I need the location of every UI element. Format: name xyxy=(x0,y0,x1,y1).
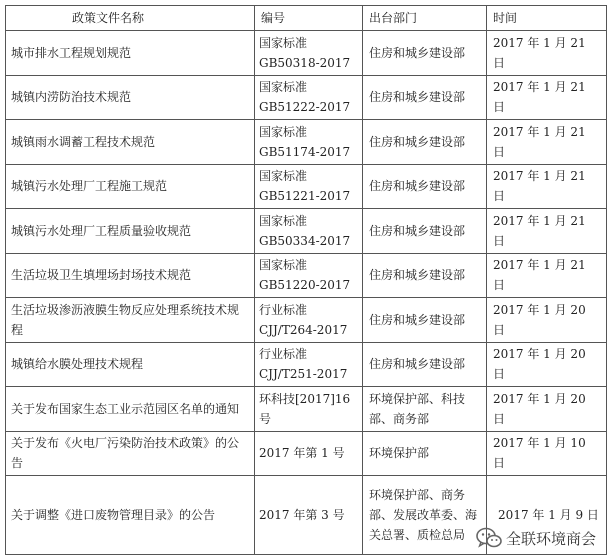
table-row xyxy=(6,120,607,165)
code-cell xyxy=(255,342,363,387)
date-cell: 2017 年 1 月 21 日 xyxy=(487,75,607,120)
policy-name-cell: 城市排水工程规划规范 xyxy=(6,31,255,76)
code-cell xyxy=(255,209,363,254)
department-cell: 住房和城乡建设部 xyxy=(363,209,487,254)
department-cell: 住房和城乡建设部 xyxy=(363,253,487,298)
date-cell: 2017 年 1 月 21 日 xyxy=(487,164,607,209)
header-code: 编号 xyxy=(255,6,363,31)
policy-name-cell: 生活垃圾渗沥液膜生物反应处理系统技术规程 xyxy=(6,298,255,343)
policy-name-cell: 城镇雨水调蓄工程技术规范 xyxy=(6,120,255,165)
code-cell xyxy=(255,298,363,343)
code-number: GB51174-2017 xyxy=(259,144,351,159)
code-cell xyxy=(255,75,363,120)
table-row xyxy=(6,298,607,343)
date-cell: 2017 年 1 月 21 日 xyxy=(487,209,607,254)
date-cell: 2017 年 1 月 10 日 xyxy=(487,431,607,476)
department-cell: 环境保护部、商务部、发展改革委、海关总署、质检总局 xyxy=(363,476,487,555)
department-cell: 住房和城乡建设部 xyxy=(363,120,487,165)
watermark xyxy=(476,525,612,551)
watermark-text: 全联环境商会 xyxy=(506,529,597,548)
code-type: 国家标准 xyxy=(259,169,308,184)
date-cell: 2017 年 1 月 20 日 xyxy=(487,298,607,343)
table-row xyxy=(6,253,607,298)
policy-name-cell: 生活垃圾卫生填埋场封场技术规范 xyxy=(6,253,255,298)
department-cell: 环境保护部、科技部、商务部 xyxy=(363,387,487,432)
code-type: 国家标准 xyxy=(259,258,308,273)
code-cell xyxy=(255,31,363,76)
policy-name-cell: 关于发布国家生态工业示范园区名单的通知 xyxy=(6,387,255,432)
policy-name-cell: 城镇给水膜处理技术规程 xyxy=(6,342,255,387)
code-cell xyxy=(255,164,363,209)
policy-name-cell: 城镇污水处理厂工程施工规范 xyxy=(6,164,255,209)
policy-table xyxy=(5,5,607,555)
code-type: 国家标准 xyxy=(259,213,308,228)
code-cell xyxy=(255,253,363,298)
code-number: GB51222-2017 xyxy=(259,100,351,115)
table-row xyxy=(6,209,607,254)
code-type: 国家标准 xyxy=(259,124,308,139)
code-cell: 2017 年第 1 号 xyxy=(255,431,363,476)
code-cell: 环科技[2017]16 号 xyxy=(255,387,363,432)
policy-name-cell: 城镇污水处理厂工程质量验收规范 xyxy=(6,209,255,254)
header-department: 出台部门 xyxy=(363,6,487,31)
date-cell: 2017 年 1 月 20 日 xyxy=(487,342,607,387)
code-number: GB51220-2017 xyxy=(259,278,351,293)
table-header-row xyxy=(6,6,607,31)
table-row xyxy=(6,387,607,432)
date-cell: 2017 年 1 月 9 日 xyxy=(487,476,607,555)
code-number: CJJ/T264-2017 xyxy=(259,322,348,337)
table-row xyxy=(6,164,607,209)
policy-name-cell: 城镇内涝防治技术规范 xyxy=(6,75,255,120)
code-number: GB50334-2017 xyxy=(259,233,351,248)
code-number: GB50318-2017 xyxy=(259,55,351,70)
code-type: 行业标准 xyxy=(259,302,308,317)
wechat-icon xyxy=(476,527,502,549)
department-cell: 环境保护部 xyxy=(363,431,487,476)
code-number: GB51221-2017 xyxy=(259,189,351,204)
department-cell: 住房和城乡建设部 xyxy=(363,31,487,76)
policy-name-cell: 关于调整《进口废物管理目录》的公告 xyxy=(6,476,255,555)
code-number: CJJ/T251-2017 xyxy=(259,367,348,382)
code-cell: 2017 年第 3 号 xyxy=(255,476,363,555)
department-cell: 住房和城乡建设部 xyxy=(363,342,487,387)
date-cell: 2017 年 1 月 21 日 xyxy=(487,31,607,76)
header-policy-name: 政策文件名称 xyxy=(6,6,255,31)
header-date: 时间 xyxy=(487,6,607,31)
table-row xyxy=(6,342,607,387)
table-row xyxy=(6,75,607,120)
policy-name-cell: 关于发布《火电厂污染防治技术政策》的公告 xyxy=(6,431,255,476)
code-cell xyxy=(255,120,363,165)
table-row xyxy=(6,31,607,76)
table-row xyxy=(6,431,607,476)
code-type: 国家标准 xyxy=(259,80,308,95)
date-cell: 2017 年 1 月 21 日 xyxy=(487,120,607,165)
date-cell: 2017 年 1 月 20 日 xyxy=(487,387,607,432)
date-cell: 2017 年 1 月 21 日 xyxy=(487,253,607,298)
department-cell: 住房和城乡建设部 xyxy=(363,164,487,209)
department-cell: 住房和城乡建设部 xyxy=(363,75,487,120)
code-type: 行业标准 xyxy=(259,347,308,362)
department-cell: 住房和城乡建设部 xyxy=(363,298,487,343)
code-type: 国家标准 xyxy=(259,35,308,50)
